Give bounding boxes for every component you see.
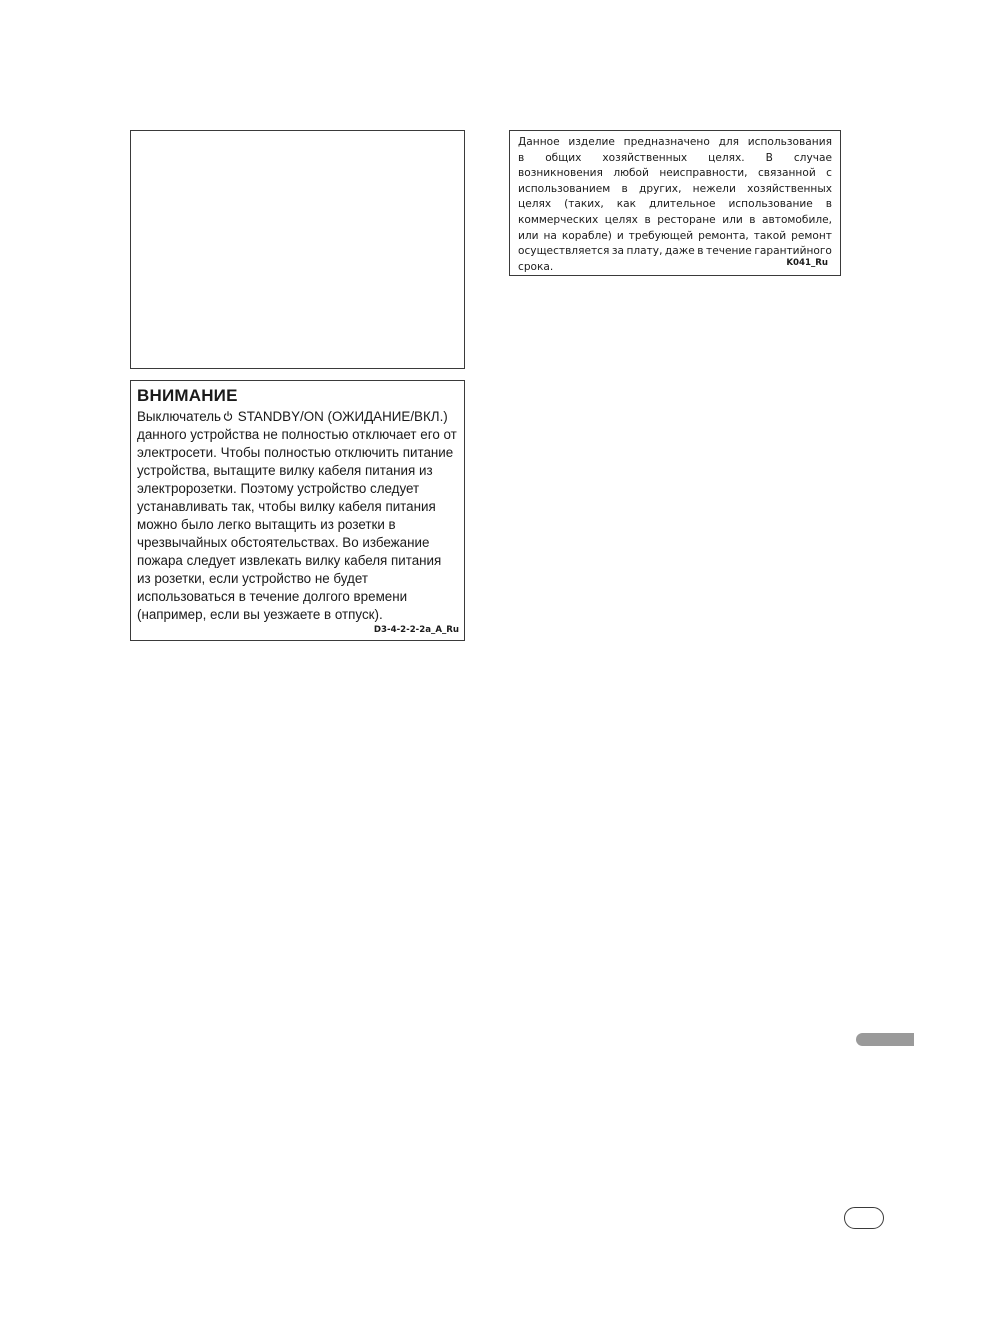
notice-word: гарантийного — [754, 245, 832, 258]
notice-word: В — [765, 151, 773, 164]
notice-line — [518, 135, 832, 151]
notice-word: для — [718, 136, 740, 148]
notice-word: возникновения — [518, 167, 603, 180]
notice-word: целях. — [708, 151, 745, 164]
notice-word: хозяйственных — [602, 151, 688, 164]
notice-line — [518, 166, 832, 182]
caution-line-rest: STANDBY/ON (ОЖИДАНИЕ/ВКЛ.) — [237, 409, 448, 424]
notice-word: на — [543, 229, 557, 242]
notice-word: использования — [747, 136, 832, 148]
caution-line: электросети. Чтобы полностью отключить питание — [137, 445, 454, 460]
notice-word: в — [825, 198, 832, 211]
notice-word: других, — [639, 182, 682, 195]
notice-word: неисправности, — [659, 167, 748, 180]
caution-notice-box — [130, 380, 465, 641]
notice-word: корабле) — [561, 229, 612, 242]
notice-line — [518, 197, 832, 213]
notice-word: в — [697, 245, 704, 258]
caution-line: данного устройства не полностью отключает его от — [137, 427, 457, 442]
notice-word: в — [644, 213, 651, 226]
notice-word: ресторане — [657, 213, 716, 226]
notice-word: общих — [545, 151, 582, 164]
notice-word: связанной — [757, 167, 816, 180]
notice-word: такой — [753, 229, 787, 242]
notice-word: осуществляется — [518, 245, 610, 258]
notice-word: в — [621, 182, 628, 195]
caution-line-start: Выключатель — [137, 409, 222, 424]
caution-line: использоваться в течение долгого времени — [137, 589, 408, 604]
notice-word: использование — [728, 198, 813, 211]
caution-line: пожара следует извлекать вилку кабеля питания — [137, 553, 442, 568]
notice-word: за — [611, 245, 624, 258]
notice-line — [518, 229, 832, 245]
caution-line: электророзетки. Поэтому устройство следует — [137, 481, 420, 496]
blank-label-box — [130, 130, 465, 369]
notice-word: как — [616, 198, 637, 211]
caution-line — [137, 408, 458, 426]
notice-word: даже — [664, 245, 695, 258]
notice-word: хозяйственных — [747, 182, 832, 195]
caution-reference-code: D3-4-2-2-2a_A_Ru — [373, 625, 459, 635]
notice-word: предназначено — [623, 136, 710, 148]
caution-body — [137, 408, 458, 624]
caution-line: устройства, вытащите вилку кабеля питания из — [137, 463, 433, 478]
notice-word: в — [749, 213, 756, 226]
caution-line: устанавливать так, чтобы вилку кабеля питания — [137, 499, 436, 514]
caution-line: (например, если вы уезжаете в отпуск). — [137, 607, 383, 622]
power-standby-icon — [223, 410, 233, 422]
notice-line — [518, 213, 832, 229]
notice-word: автомобиле, — [762, 213, 832, 226]
notice-word: коммерческих — [518, 213, 599, 226]
caution-line: чрезвычайных обстоятельствах. Во избежание — [137, 535, 430, 550]
notice-word: Данное — [518, 136, 560, 148]
notice-word: целях — [604, 213, 638, 226]
notice-word: нежели — [692, 182, 736, 195]
notice-word: случае — [793, 151, 832, 164]
caution-line: можно было легко вытащить из розетки в — [137, 517, 396, 532]
notice-word: длительное — [648, 198, 716, 211]
notice-line — [518, 151, 832, 167]
notice-word: ремонта, — [698, 229, 749, 242]
notice-word: использованием — [518, 182, 611, 195]
notice-word: с — [826, 167, 832, 180]
page-number-box — [844, 1207, 884, 1229]
household-use-notice-box — [509, 130, 841, 276]
notice-word: изделие — [568, 136, 615, 148]
notice-word: (таких, — [564, 198, 604, 211]
notice-word: течение — [706, 245, 752, 258]
notice-word: плату, — [626, 245, 663, 258]
notice-line — [518, 182, 832, 198]
notice-word: в — [518, 151, 525, 164]
notice-word: любой — [613, 167, 649, 180]
notice-reference-code: K041_Ru — [786, 258, 828, 268]
notice-word: требующей — [628, 229, 694, 242]
notice-word: или — [722, 213, 743, 226]
notice-line — [518, 244, 832, 260]
language-side-tab — [856, 1033, 914, 1046]
notice-word: и — [616, 229, 624, 242]
notice-word: или — [518, 229, 539, 242]
notice-line: срока. — [518, 260, 554, 273]
notice-body — [518, 135, 832, 275]
notice-word: целях — [518, 198, 552, 211]
caution-line: из розетки, если устройство не будет — [137, 571, 368, 586]
caution-title: ВНИМАНИЕ — [137, 386, 238, 405]
notice-word: ремонт — [791, 229, 832, 242]
